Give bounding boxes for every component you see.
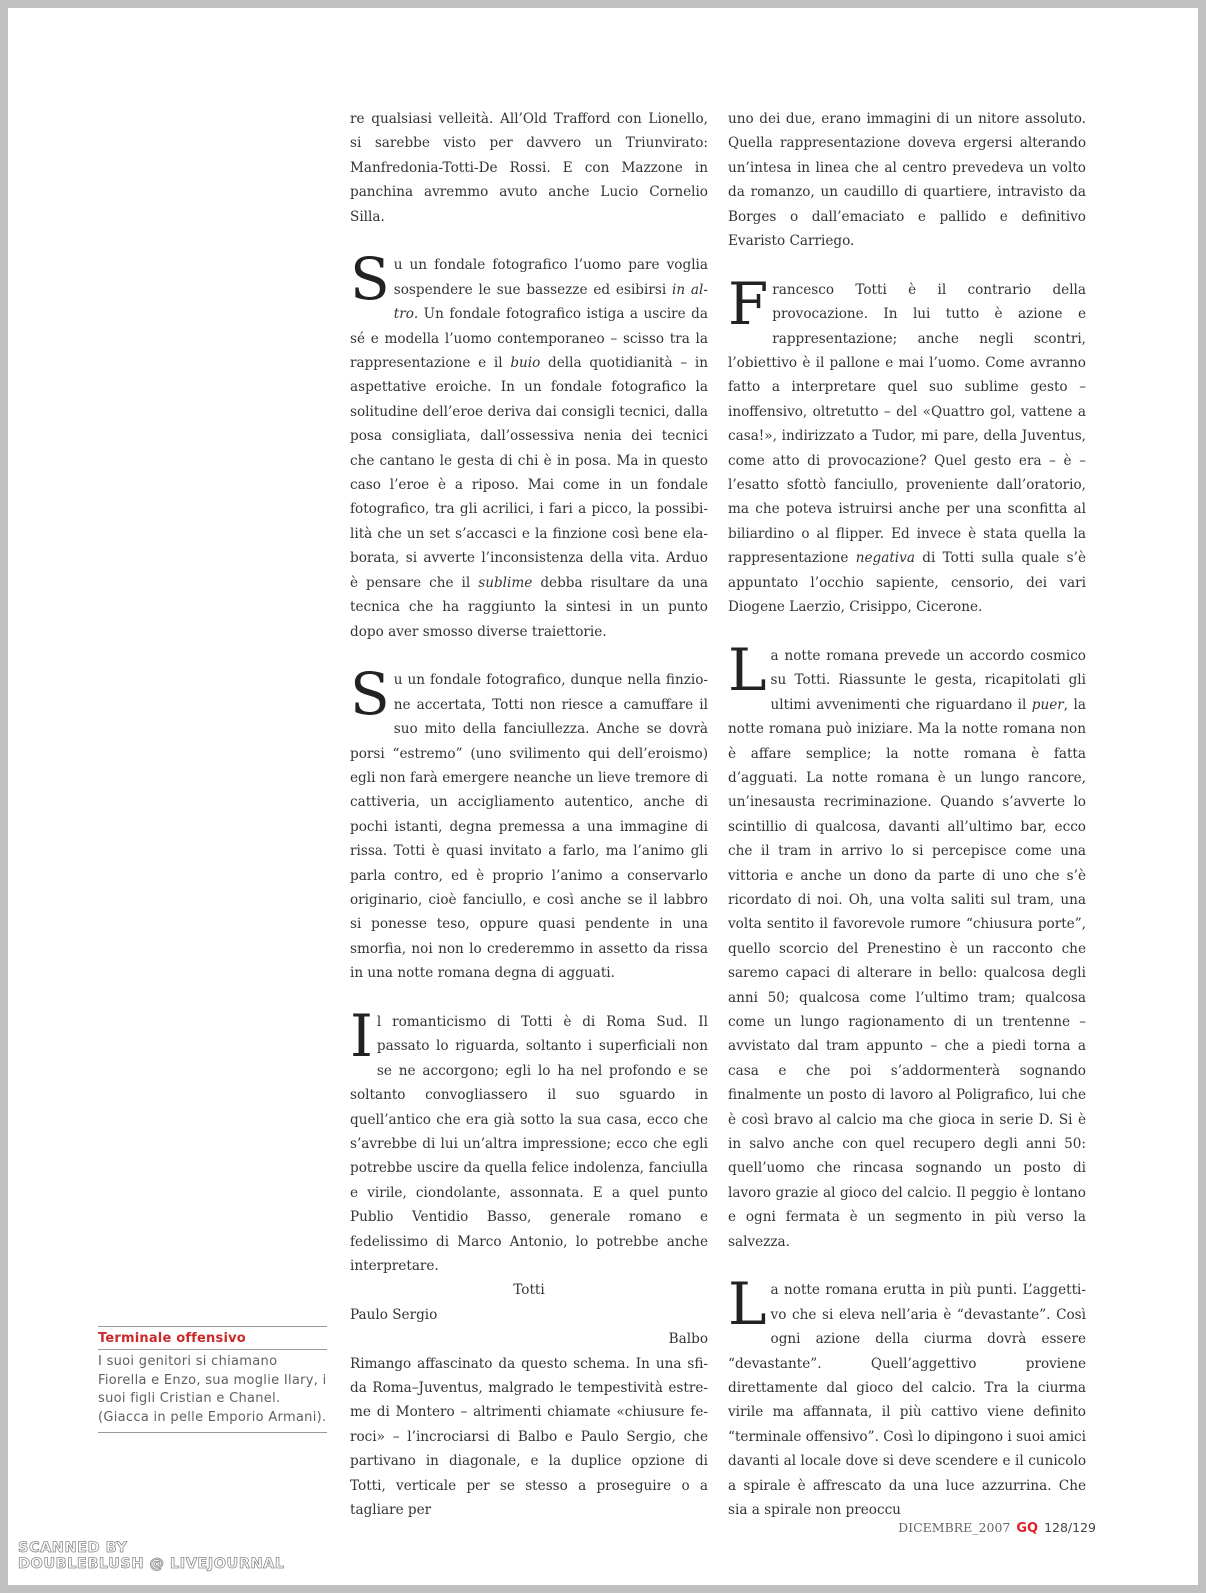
drop-cap: S	[350, 245, 390, 314]
watermark-line-2: DOUBLEBLUSH @ LIVEJOURNAL	[18, 1556, 285, 1572]
scheme-balbo: Balbo	[668, 1331, 708, 1348]
text-run: l romanticismo di Totti è di Roma Sud. Il passato lo riguarda, soltanto i superficiali non se ne accorgono; egli lo ha nel profondo e se soltanto convogliassero il suo sguardo in quell’antico che era già sotto la sua casa, ecco che s’avrebbe di lui un’altra impressione; ecco che egli potrebbe uscire da quella felice indolenza, fanciulla e virile, ciondolante, assonnata. E a quel punto Publio Ventidio Basso, generale romano e fedelissimo di Marco Antonio, lo potrebbe anche interpretare.	[350, 1013, 708, 1275]
italic-text: buio	[510, 355, 541, 372]
gq-logo: GQ	[1016, 1521, 1039, 1536]
scheme-totti: Totti	[513, 1282, 545, 1299]
drop-cap: F	[728, 269, 769, 338]
paragraph	[728, 635, 1086, 1254]
text-run: debba risultare da una tecnica che ha raggiunto la sintesi in un punto dopo aver smosso diverse traiettorie.	[350, 574, 709, 640]
paragraph	[350, 245, 709, 644]
text-run: rancesco Totti è il contrario della provocazione. In lui tutto è azione e rappresentazione; anche negli scontri, l’obiettivo è il pallone e mai l’uomo. Come avranno fatto a interpretare quel suo sublime gesto – inoffensivo, oltretutto – del «Quattro gol, vattene a casa!», indirizzato a Tudor, mi pare, della Juventus, come atto di provocazione? Quel gesto era – è – l’esatto sfottò fanciullo, proveniente dall’oratorio, ma che poteva istruirsi anche per una sconfitta al biliardino o al flipper. Ed invece è stata quella la rappresentazione	[728, 281, 1086, 567]
watermark-line-1: SCANNED BY	[18, 1540, 128, 1556]
text-run: , la notte romana può iniziare. Ma la notte romana non è affare semplice; la notte romana è fatta d’agguati. La notte romana è un lungo rancore, un’inesausta recriminazione. Quando s’avverte lo scintillio di qualcosa, davanti all’ultimo bar, ecco che il tram in arrivo lo si percepisce come una vittoria e anche un dono da parte di uno che s’è ricordato di noi. Oh, una volta saliti sul tram, una volta sentito il favorevole rumore “chiusura porte”, quello scorcio del Prenestino è un racconto che saremo capaci di alterare in bello: qualcosa degli anni 50; qualcosa come l’ultimo tram; qualcosa come un lungo ragionamento di un trentenne – avvistato dal tram appunto – che a piedi torna a casa e che poi s’addormenterà sognando finalmente un posto di lavoro al Poligrafico, lui che è così bravo al calcio ma che gioca in serie D. Si è in salvo anche con quel recupero degli anni 50: quell’uomo che rincasa sognando un posto di lavoro grazie al gioco del calcio. Il peggio è lontano e ogni fermata è un segmento in più verso la salvezza.	[728, 696, 1086, 1250]
issue-date: DICEMBRE_2007	[898, 1520, 1011, 1535]
italic-text: in altro	[393, 281, 708, 323]
drop-cap: I	[350, 1001, 373, 1070]
text-run: della quotidianità – in aspettative eroiche. In un fondale fotografico la solitudine dell’eroe deriva dai consigli tecnici, dalla posa consigliata, dall’ossessiva nenia dei tecnici che cantano le gesta di chi è in posa. Ma in questo caso l’eroe è a riposo. Mai come in un fondale fotografico, tra gli acrilici, i fari a picco, la possibilità che un set s’accasci e la finzione così bene elaborata, si avverte l’inconsistenza della vita. Arduo è pensare che il	[350, 355, 708, 591]
scheme-paulo-sergio: Paulo Sergio	[350, 1306, 438, 1323]
paragraph	[728, 1270, 1086, 1522]
drop-cap: L	[728, 1270, 767, 1339]
magazine-page	[8, 8, 1198, 1585]
page-footer	[898, 1520, 1096, 1536]
paragraph: Rimango affascinato da questo schema. In una sfida Roma–Juventus, malgrado le tempestività estreme di Montero – altrimenti chiamate «chiusure feroci» – l’incrociarsi di Balbo e Paulo Sergio, che partivano in diagonale, e la duplice opzione di Totti, verticale per se stesso a proseguire o a tagliare per	[350, 1355, 708, 1519]
drop-cap: L	[728, 635, 767, 704]
formation-scheme	[350, 1278, 708, 1351]
caption-title: Terminale offensivo	[98, 1331, 246, 1346]
article-column-right	[728, 107, 1086, 1523]
page-numbers: 128/129	[1044, 1520, 1096, 1535]
scan-watermark	[18, 1540, 285, 1572]
paragraph-continuation: uno dei due, erano immagini di un nitore assoluto. Quella rappresentazione doveva ergersi alterando un’intesa in linea che al centro prevedeva un volto da romanzo, un caudillo di quartiere, intravisto da Borges o dall’emaciato e pallido e definitivo Evaristo Carriego.	[728, 111, 1086, 250]
text-run: a notte romana prevede un accordo cosmico su Totti. Riassunte le gesta, ricapitolati gli ultimi avvenimenti che riguardano il	[770, 647, 1086, 713]
paragraph-continuation: re qualsiasi velleità. All’Old Trafford con Lionello, si sarebbe visto per davvero un Triunvirato: Manfredonia-Totti-De Rossi. E con Mazzone in panchina avremmo avuto anche Lucio Cornelio Silla.	[350, 111, 708, 225]
caption-rule-bottom	[98, 1432, 327, 1433]
italic-text: puer	[1031, 696, 1064, 713]
text-run: . Un fondale fotografico istiga a uscire da sé e modella l’uomo contemporaneo – scisso tra la rappresentazione e il	[350, 306, 708, 372]
text-run: u un fondale fotografico, dunque nella finzione accertata, Totti non riesce a camuffare il suo mito della fanciullezza. Anche se dovrà porsi “estremo” (uno svilimento qui dell’eroismo) egli non farà emergere neanche un lieve tremore di cattiveria, un accigliamento autentico, anche di pochi istanti, degna premessa a una immagine di rissa. Totti è quasi invitato a farlo, ma l’animo gli parla contro, ed è proprio l’animo a conservarlo originario, cioè fanciullo, e così anche se il labbro si ponesse teso, oppure quasi pendente in una smorfia, noi non lo crederemmo in assetto da rissa in una notte romana degna di agguati.	[350, 672, 708, 982]
drop-cap: S	[350, 660, 390, 729]
text-run: u un fondale fotografico l’uomo pare voglia sospendere le sue bassezze ed esibirsi	[393, 257, 708, 298]
italic-text: negativa	[855, 550, 915, 567]
article-column-left	[350, 107, 708, 1523]
paragraph	[728, 269, 1086, 620]
text-run: di Totti sulla quale s’è appuntato l’occhio sapiente, censorio, dei vari Diogene Laerzio, Crisippo, Cicerone.	[728, 550, 1086, 616]
text-run: a notte romana erutta in più punti. L’aggettivo che si eleva nell’aria è “devastante”. Così ogni azione della ciurma dovrà essere “devastante”. Quell’aggettivo proviene direttamente dal gioco del calcio. Tra la ciurma virile ma affannata, il più cattivo viene definito “terminale offensivo”. Così lo dipingono i suoi amici davanti al locale dove si deve scendere e il cunicolo a spirale è affrescato da una luce azzurrina. Che sia a spirale non preoccu	[728, 1282, 1086, 1519]
caption-text: I suoi genitori si chiamano Fiorella e Enzo, sua moglie Ilary, i suoi figli Cristian e Chanel. (Giacca in pelle Emporio Armani).	[98, 1354, 327, 1425]
paragraph	[350, 1001, 708, 1278]
photo-caption	[98, 1326, 327, 1433]
italic-text: sublime	[478, 574, 533, 591]
paragraph	[350, 660, 708, 985]
